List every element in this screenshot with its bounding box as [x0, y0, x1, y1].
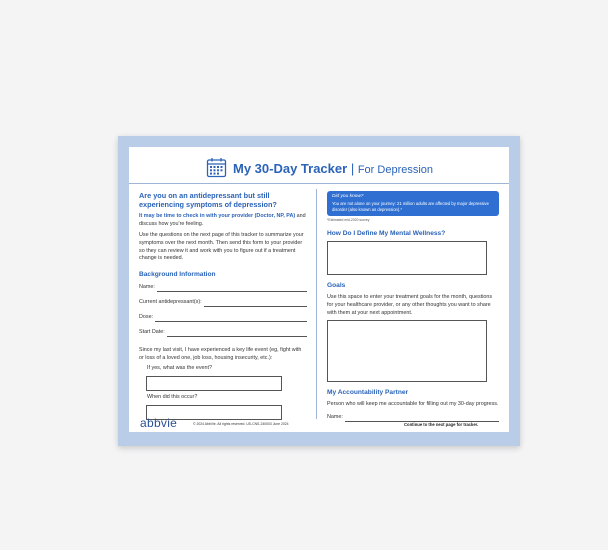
- name-line[interactable]: [157, 285, 307, 292]
- page-title: [233, 161, 433, 176]
- calendar-icon: [206, 157, 227, 178]
- callout-text: You are not alone on your journey: 21 million adults are affected by major depressive disorder (also known as depression).*: [332, 201, 489, 213]
- event-what-label: If yes, what was the event?: [147, 365, 213, 372]
- goals-box[interactable]: [327, 320, 487, 382]
- intro-rest: and discuss how you're feeling.: [139, 213, 306, 228]
- antidepressant-field[interactable]: [139, 298, 307, 307]
- wellness-heading: How Do I Define My Mental Wellness?: [327, 229, 446, 237]
- intro-paragraph: [139, 213, 307, 229]
- title-subtitle: For Depression: [357, 164, 434, 176]
- continue-note: Continue to the next page for tracker.: [404, 422, 479, 427]
- start-date-field[interactable]: [139, 328, 307, 337]
- tracker-sheet: [118, 136, 520, 446]
- intro-bold: It may be time to check in with your provider (Doctor, NP, PA): [139, 213, 296, 220]
- life-event-question: Since my last visit, I have experienced a key life event (eg, fight with or loss of a loved one, job loss, housing insecurity, etc.):: [139, 346, 302, 361]
- did-you-know-callout: [327, 191, 499, 216]
- background-heading: Background Information: [139, 271, 216, 279]
- footer: [118, 413, 520, 436]
- event-what-box[interactable]: [146, 376, 282, 391]
- column-divider: [316, 189, 317, 419]
- abbvie-logo: abbvie: [140, 416, 178, 430]
- start-date-line[interactable]: [167, 330, 307, 337]
- dose-line[interactable]: [155, 315, 307, 322]
- callout-question: Did you know?: [332, 194, 364, 199]
- copyright-text: © 2024 AbbVie. All rights reserved. US-CNS-240003 June 2024: [193, 422, 289, 426]
- tracker-page: [129, 147, 509, 432]
- title-text: My 30-Day Tracker: [233, 161, 348, 176]
- partner-name-label: Name:: [327, 413, 343, 420]
- partner-text: Person who will keep me accountable for filling out my 30-day progress.: [327, 400, 499, 407]
- header: [129, 155, 509, 184]
- antidepressant-label: Current antidepressant(s):: [139, 298, 202, 305]
- antidepressant-line[interactable]: [204, 300, 307, 307]
- goals-heading: Goals: [327, 282, 346, 290]
- intro-question: Are you on an antidepressant but still experiencing symptoms of depression?: [139, 191, 277, 210]
- event-when-label: When did this occur?: [147, 394, 198, 401]
- dose-label: Dose:: [139, 313, 154, 320]
- wellness-box[interactable]: [327, 241, 487, 275]
- dose-field[interactable]: [139, 313, 307, 322]
- start-date-label: Start Date:: [139, 328, 165, 335]
- goals-text: Use this space to enter your treatment goals for the month, questions for your healthcare provider, or any other thoughts you want to share with them at your next appointment.: [327, 293, 493, 316]
- callout-footnote: *Estimated mid-2020 survey: [327, 217, 370, 222]
- right-column: [327, 191, 499, 428]
- title-separator: |: [350, 161, 355, 176]
- name-field[interactable]: [139, 283, 307, 292]
- instructions-paragraph: Use the questions on the next page of this tracker to summarize your symptoms over the next month. Then send this form to your provider so they can review it and work with you to figure out if a treatment change is needed.: [139, 231, 304, 262]
- name-label: Name:: [139, 283, 155, 290]
- partner-heading: My Accountability Partner: [327, 389, 409, 397]
- left-column: [139, 191, 307, 420]
